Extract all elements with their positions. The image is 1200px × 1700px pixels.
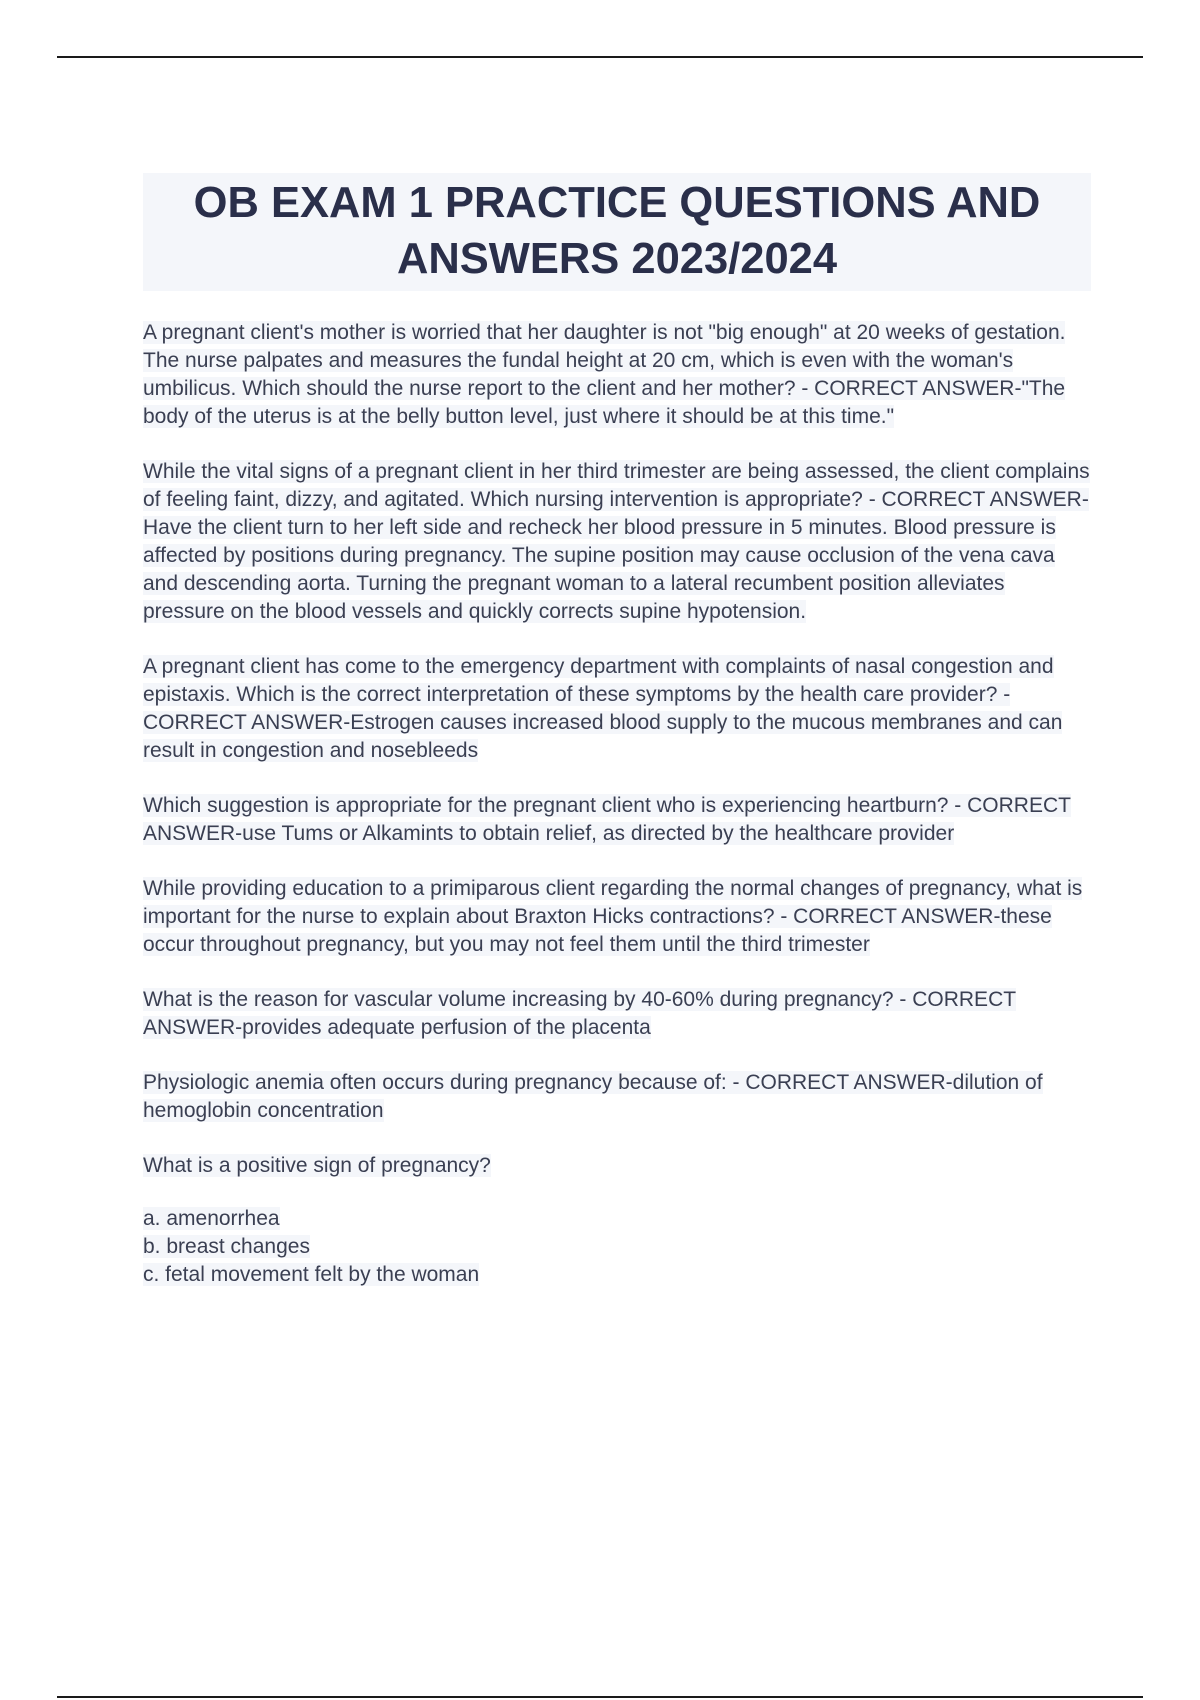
qa-text: What is the reason for vascular volume increasing by 40-60% during pregnancy? - CORRECT ANSWER-provides adequate perfusion of the placenta <box>143 988 1017 1039</box>
qa-entry-6 <box>143 986 1091 1042</box>
document-title <box>143 173 1091 291</box>
option-a: a. amenorrhea <box>143 1207 280 1230</box>
answer-options <box>143 1205 1091 1289</box>
qa-text: What is a positive sign of pregnancy? <box>143 1154 491 1177</box>
qa-entry-4 <box>143 792 1091 848</box>
title-line-2: ANSWERS 2023/2024 <box>396 235 838 283</box>
qa-text: Which suggestion is appropriate for the pregnant client who is experiencing heartburn? - CORRECT ANSWER-use Tums or Alkamints to obtain relief, as directed by the healthcare provider <box>143 794 1071 845</box>
qa-text: While providing education to a primiparous client regarding the normal changes of pregnancy, what is important for the nurse to explain about Braxton Hicks contractions? - CORRECT ANSWER-these occur throughout pregnancy, but you may not feel them until the third trimester <box>143 877 1083 956</box>
qa-entry-2 <box>143 458 1091 626</box>
document-page <box>143 173 1091 1289</box>
option-c: c. fetal movement felt by the woman <box>143 1263 480 1286</box>
qa-text: Physiologic anemia often occurs during pregnancy because of: - CORRECT ANSWER-dilution of hemoglobin concentration <box>143 1071 1043 1122</box>
bottom-divider <box>57 1696 1143 1698</box>
qa-entry-1 <box>143 319 1091 431</box>
qa-text: While the vital signs of a pregnant client in her third trimester are being assessed, the client complains of feeling faint, dizzy, and agitated. Which nursing intervention is appropriate? - CORRECT ANSWER-Have the client turn to her left side and recheck her blood pressure in 5 minutes. Blood pressure is affected by positions during pregnancy. The supine position may cause occlusion of the vena cava and descending aorta. Turning the pregnant woman to a lateral recumbent position alleviates pressure on the blood vessels and quickly corrects supine hypotension. <box>143 460 1090 623</box>
option-b: b. breast changes <box>143 1235 310 1258</box>
qa-text: A pregnant client has come to the emergency department with complaints of nasal congestion and epistaxis. Which is the correct interpretation of these symptoms by the health care provider? - CORRECT ANSWER-Estrogen causes increased blood supply to the mucous membranes and can result in congestion and nosebleeds <box>143 655 1063 762</box>
qa-entry-3 <box>143 653 1091 765</box>
qa-entry-5 <box>143 875 1091 959</box>
qa-entry-7 <box>143 1069 1091 1125</box>
top-divider <box>57 56 1143 58</box>
qa-entry-8 <box>143 1152 1091 1180</box>
qa-text: A pregnant client's mother is worried that her daughter is not "big enough" at 20 weeks of gestation. The nurse palpates and measures the fundal height at 20 cm, which is even with the woman's umbilicus. Which should the nurse report to the client and her mother? - CORRECT ANSWER-"The body of the uterus is at the belly button level, just where it should be at this time." <box>143 321 1066 428</box>
title-line-1: OB EXAM 1 PRACTICE QUESTIONS AND <box>193 179 1041 227</box>
